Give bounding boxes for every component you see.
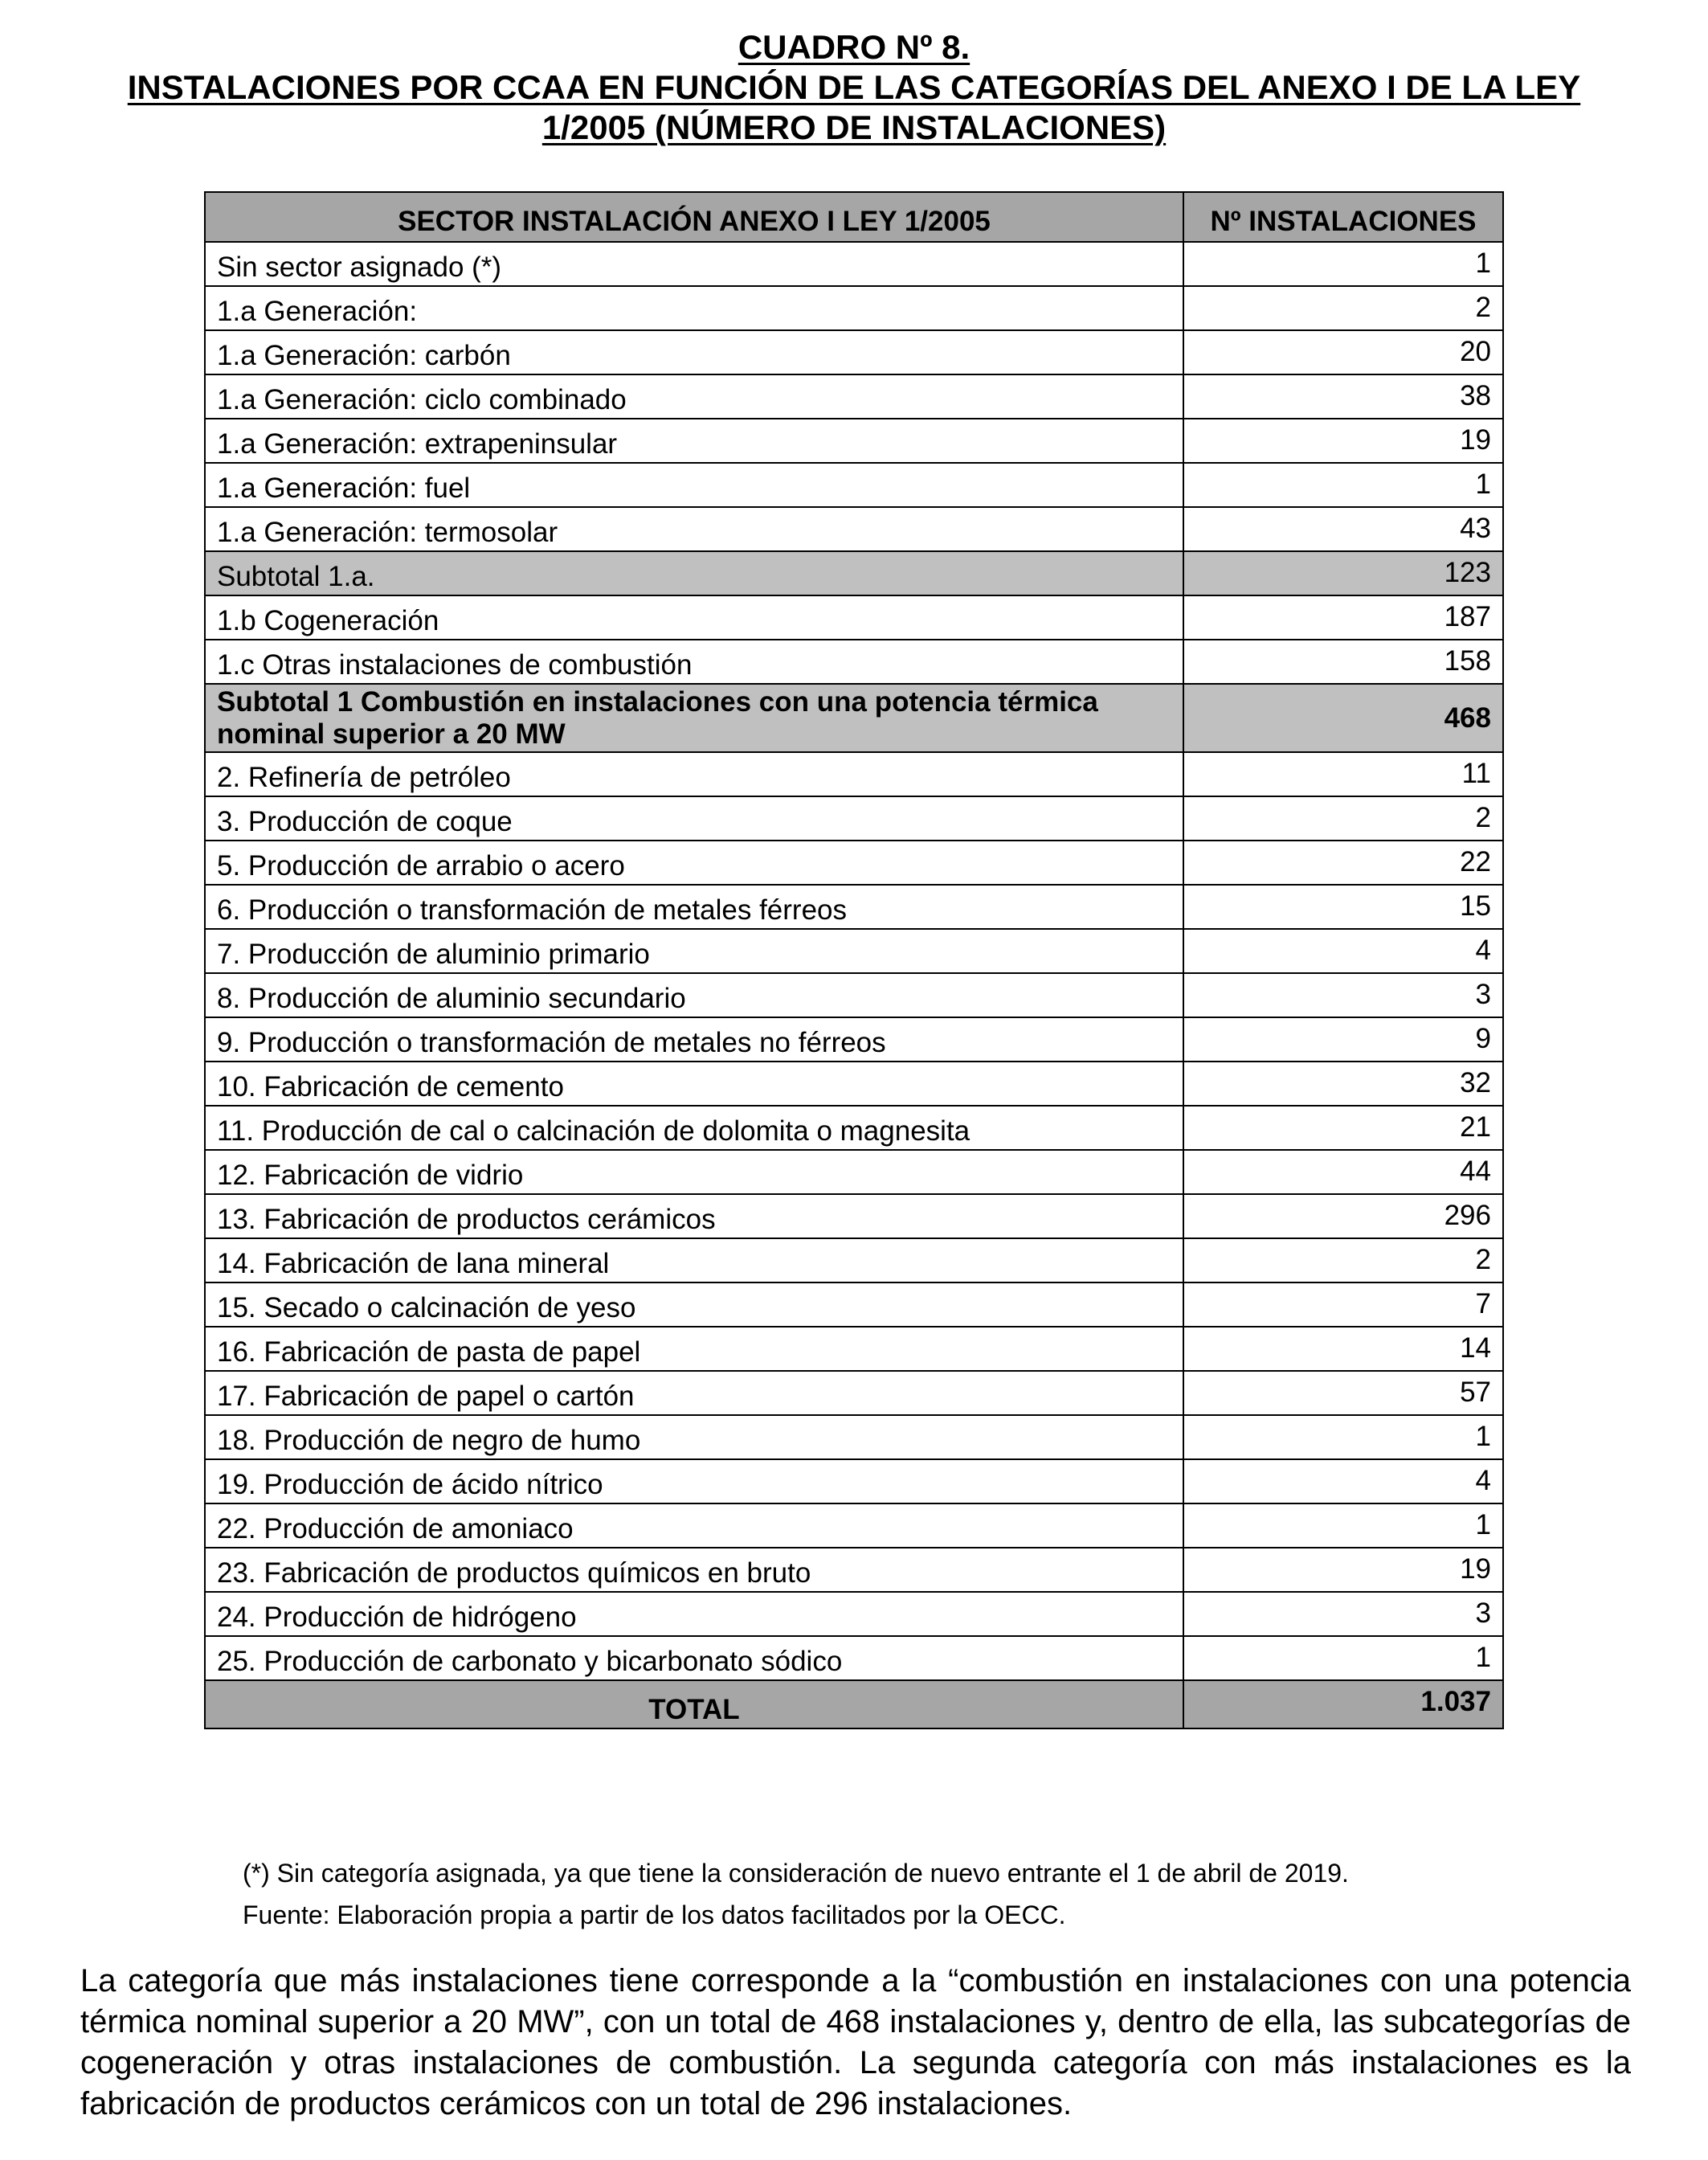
row-label: 19. Producción de ácido nítrico [205, 1459, 1183, 1503]
row-value: 1 [1183, 1503, 1503, 1548]
row-value: 2 [1183, 286, 1503, 330]
row-value: 3 [1183, 1592, 1503, 1636]
table-row [205, 1194, 1503, 1238]
table-row [205, 1327, 1503, 1371]
row-label: 8. Producción de aluminio secundario [205, 973, 1183, 1017]
row-value: 44 [1183, 1150, 1503, 1194]
total-label: TOTAL [205, 1680, 1183, 1728]
row-label: 16. Fabricación de pasta de papel [205, 1327, 1183, 1371]
table-row [205, 1548, 1503, 1592]
table-row [205, 841, 1503, 885]
row-label: 15. Secado o calcinación de yeso [205, 1282, 1183, 1327]
row-value: 19 [1183, 1548, 1503, 1592]
table-row [205, 1503, 1503, 1548]
table-row [205, 595, 1503, 640]
row-label: 1.c Otras instalaciones de combustión [205, 640, 1183, 684]
installations-table [204, 191, 1504, 1729]
row-label: 1.a Generación: extrapeninsular [205, 419, 1183, 463]
subtotal-row [205, 551, 1503, 595]
row-value: 43 [1183, 507, 1503, 551]
row-value: 21 [1183, 1106, 1503, 1150]
row-label: 12. Fabricación de vidrio [205, 1150, 1183, 1194]
row-value: 57 [1183, 1371, 1503, 1415]
row-value: 158 [1183, 640, 1503, 684]
row-label: 10. Fabricación de cemento [205, 1062, 1183, 1106]
row-label: 24. Producción de hidrógeno [205, 1592, 1183, 1636]
row-value: 7 [1183, 1282, 1503, 1327]
row-label: 11. Producción de cal o calcinación de dolomita o magnesita [205, 1106, 1183, 1150]
body-paragraph: La categoría que más instalaciones tiene corresponde a la “combustión en instalaciones con una potencia térmica nominal superior a 20 MW”, con un total de 468 instalaciones y, dentro de ella, las subcategorías de cogeneración y otras instalaciones de combustión. La segunda categoría con más instalaciones es la fabricación de productos cerámicos con un total de 296 instalaciones. [80, 1963, 1631, 2121]
row-label: 17. Fabricación de papel o cartón [205, 1371, 1183, 1415]
table-row [205, 1371, 1503, 1415]
row-label: 25. Producción de carbonato y bicarbonato sódico [205, 1636, 1183, 1680]
total-row [205, 1680, 1503, 1728]
row-value: 32 [1183, 1062, 1503, 1106]
table-row [205, 929, 1503, 973]
table-row [205, 330, 1503, 374]
row-value: 123 [1183, 551, 1503, 595]
table-row [205, 973, 1503, 1017]
table-row [205, 242, 1503, 286]
table-row [205, 885, 1503, 929]
table-row [205, 286, 1503, 330]
table-row [205, 1592, 1503, 1636]
row-label: Subtotal 1.a. [205, 551, 1183, 595]
row-label: Subtotal 1 Combustión en instalaciones con una potencia térmica nominal superior a 20 MW [205, 684, 1183, 752]
row-label: 13. Fabricación de productos cerámicos [205, 1194, 1183, 1238]
row-label: 1.a Generación: ciclo combinado [205, 374, 1183, 419]
caption-title-line-2: 1/2005 (NÚMERO DE INSTALACIONES) [541, 108, 1167, 146]
table-row [205, 640, 1503, 684]
row-label: 2. Refinería de petróleo [205, 752, 1183, 796]
row-label: 9. Producción o transformación de metales no férreos [205, 1017, 1183, 1062]
row-label: 1.a Generación: carbón [205, 330, 1183, 374]
table-row [205, 1017, 1503, 1062]
caption-number: CUADRO Nº 8. [738, 28, 970, 66]
header-count: Nº INSTALACIONES [1183, 192, 1503, 242]
row-label: Sin sector asignado (*) [205, 242, 1183, 286]
row-value: 1 [1183, 1415, 1503, 1459]
table-row [205, 507, 1503, 551]
table-row [205, 1150, 1503, 1194]
total-value: 1.037 [1183, 1680, 1503, 1728]
caption-title-line-1: INSTALACIONES POR CCAA EN FUNCIÓN DE LAS CATEGORÍAS DEL ANEXO I DE LA LEY [127, 68, 1581, 106]
table-row [205, 1062, 1503, 1106]
subtotal-row [205, 684, 1503, 752]
row-value: 38 [1183, 374, 1503, 419]
table-row [205, 374, 1503, 419]
row-label: 7. Producción de aluminio primario [205, 929, 1183, 973]
table-row [205, 1106, 1503, 1150]
row-value: 296 [1183, 1194, 1503, 1238]
row-label: 22. Producción de amoniaco [205, 1503, 1183, 1548]
row-value: 14 [1183, 1327, 1503, 1371]
table-row [205, 419, 1503, 463]
source-note: Fuente: Elaboración propia a partir de los datos facilitados por la OECC. [243, 1900, 1066, 1929]
row-label: 6. Producción o transformación de metales férreos [205, 885, 1183, 929]
row-value: 187 [1183, 595, 1503, 640]
row-value: 11 [1183, 752, 1503, 796]
table-row [205, 1636, 1503, 1680]
row-label: 23. Fabricación de productos químicos en bruto [205, 1548, 1183, 1592]
row-value: 20 [1183, 330, 1503, 374]
table-header-row [205, 192, 1503, 242]
row-value: 4 [1183, 929, 1503, 973]
table-row [205, 752, 1503, 796]
row-value: 22 [1183, 841, 1503, 885]
table-row [205, 1282, 1503, 1327]
table-caption [0, 27, 1708, 148]
row-label: 3. Producción de coque [205, 796, 1183, 841]
row-label: 18. Producción de negro de humo [205, 1415, 1183, 1459]
row-value: 1 [1183, 242, 1503, 286]
row-value: 468 [1183, 684, 1503, 752]
row-value: 2 [1183, 1238, 1503, 1282]
table-row [205, 463, 1503, 507]
row-label: 1.a Generación: fuel [205, 463, 1183, 507]
row-value: 1 [1183, 463, 1503, 507]
table-row [205, 1238, 1503, 1282]
table-row [205, 1415, 1503, 1459]
row-value: 1 [1183, 1636, 1503, 1680]
row-value: 3 [1183, 973, 1503, 1017]
row-value: 19 [1183, 419, 1503, 463]
row-label: 14. Fabricación de lana mineral [205, 1238, 1183, 1282]
table-row [205, 796, 1503, 841]
header-sector: SECTOR INSTALACIÓN ANEXO I LEY 1/2005 [205, 192, 1183, 242]
row-label: 1.a Generación: [205, 286, 1183, 330]
row-value: 2 [1183, 796, 1503, 841]
footnote: (*) Sin categoría asignada, ya que tiene la consideración de nuevo entrante el 1 de abril de 2019. [243, 1859, 1349, 1888]
table-row [205, 1459, 1503, 1503]
row-value: 9 [1183, 1017, 1503, 1062]
row-value: 4 [1183, 1459, 1503, 1503]
row-label: 5. Producción de arrabio o acero [205, 841, 1183, 885]
row-label: 1.b Cogeneración [205, 595, 1183, 640]
table-notes [243, 1852, 1349, 1936]
row-value: 15 [1183, 885, 1503, 929]
row-label: 1.a Generación: termosolar [205, 507, 1183, 551]
